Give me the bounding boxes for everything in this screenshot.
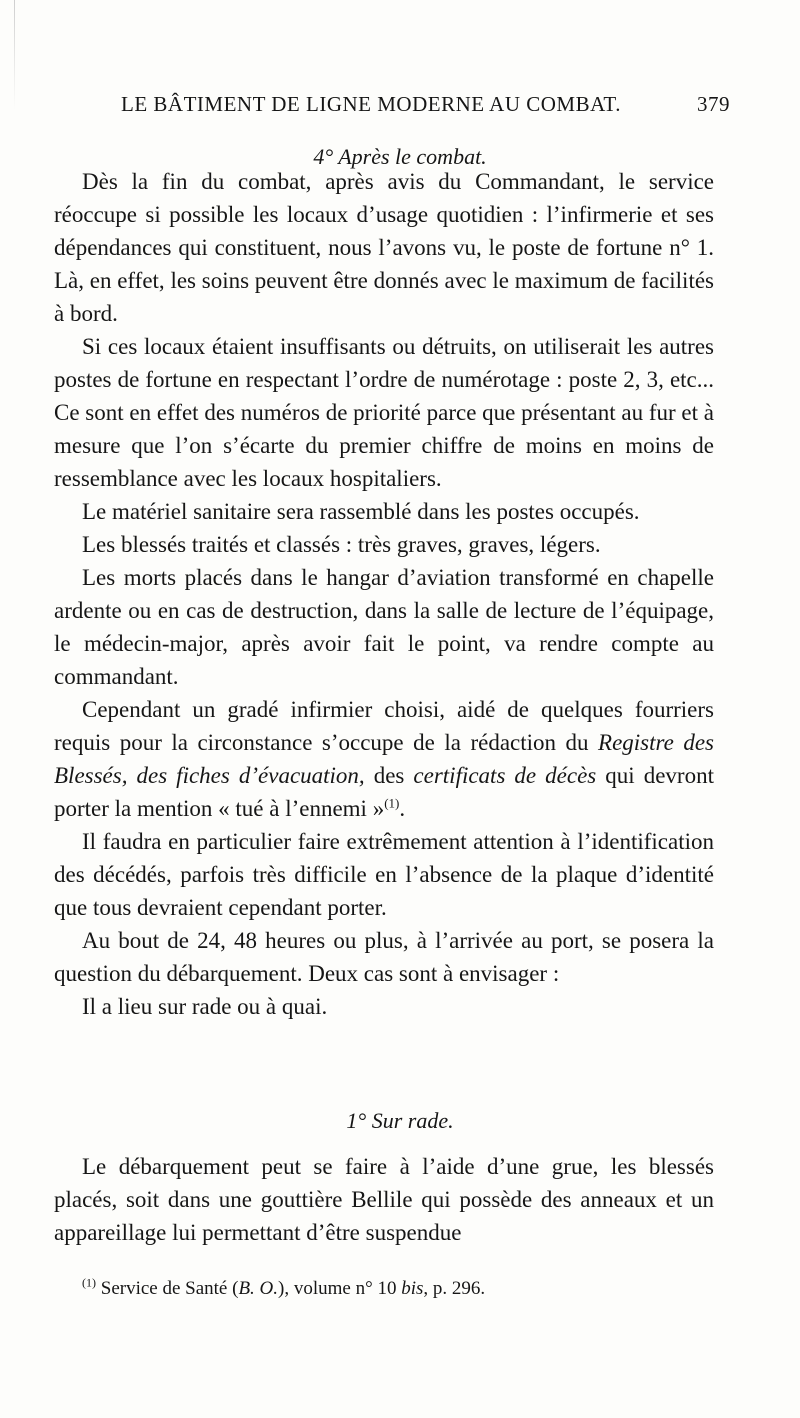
text-run: . [399,796,406,821]
text-run: ), volume n° 10 [278,1278,402,1299]
paragraph: Le débarquement peut se faire à l’aide d’une grue, les blessés placés, soit dans une gouttière Bellile qui possède des anneaux et un appareillage lui permettant d’être suspendue [54,1154,714,1245]
text-run: Cependant un gradé infirmier choisi, aidé de quelques fourriers requis pour la circonstance s’occupe de la rédaction du [54,697,714,755]
page-header [0,92,800,124]
section-heading-after-combat: 4° Après le combat. [313,144,487,169]
paragraph: Il a lieu sur rade ou à quai. [82,994,328,1019]
text-run: , p. 296. [423,1278,486,1299]
section-heading-on-roadstead: 1° Sur rade. [346,1108,454,1133]
paragraph: Le matériel sanitaire sera rassemblé dans les postes occupés. [82,499,640,524]
paragraph: Au bout de 24, 48 heures ou plus, à l’arrivée au port, se posera la question du débarquement. Deux cas sont à envisager : [54,928,714,986]
paragraph: Si ces locaux étaient insuffisants ou détruits, on utiliserait les autres postes de fortune en respectant l’ordre de numérotage : poste 2, 3, etc... Ce sont en effet des numéros de priorité parce que présentant au fur et à mesure que l’on s’écarte du premier chiffre de moins en moins de ressemblance avec les locaux hospitaliers. [54,334,714,491]
italic-text: B. O. [238,1278,279,1299]
page-number: 379 [697,92,730,116]
paragraph: Dès la fin du combat, après avis du Commandant, le service réoccupe si possible les locaux d’usage quotidien : l’infirmerie et ses dépendances qui constituent, nous l’avons vu, le poste de fortune n° 1. Là, en effet, les soins peuvent être donnés avec le maximum de facilités à bord. [54,169,714,326]
paragraph: Les blessés traités et classés : très graves, graves, légers. [82,532,601,557]
footnote [54,1275,714,1303]
text-run: Service de Santé ( [96,1278,239,1299]
footnote-reference: (1) [384,795,400,811]
running-title: LE BÂTIMENT DE LIGNE MODERNE AU COMBAT. [121,92,621,116]
body-text-continued [54,1150,714,1249]
paragraph: Les morts placés dans le hangar d’aviation transformé en chapelle ardente ou en cas de destruction, dans la salle de lecture de l’équipage, le médecin-major, après avoir fait le point, va rendre compte au commandant. [54,565,714,689]
italic-text: certificats de décès [413,763,597,788]
italic-text: bis [401,1278,424,1299]
text-run: des [364,763,414,788]
paragraph [54,693,714,825]
body-text-main [54,165,714,1023]
paragraph: Il faudra en particulier faire extrêmement attention à l’identification des décédés, parfois très difficile en l’absence de la plaque d’identité que tous devraient cependant porter. [54,829,714,920]
italic-text: Registre des Blessés, des fiches d’évacuation, [54,730,714,788]
footnote-mark: (1) [82,1275,96,1290]
text-run: qui devront porter la mention « tué à l’ennemi » [54,763,714,821]
